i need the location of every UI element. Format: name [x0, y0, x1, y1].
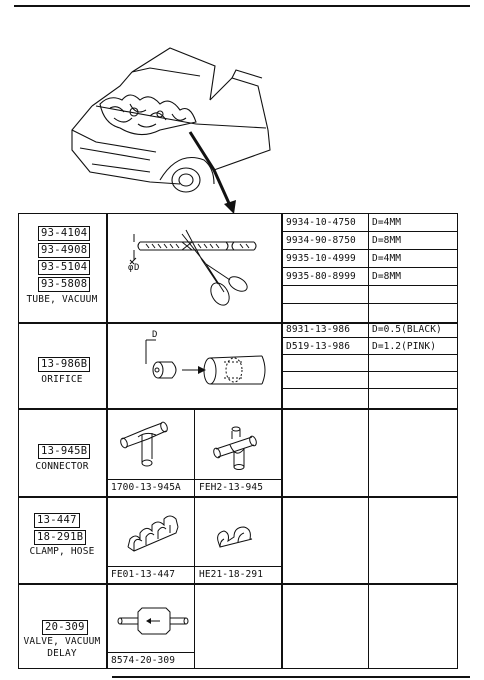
elbow-connector-figure	[194, 409, 281, 479]
part-number: 9934-90-8750	[286, 235, 356, 246]
part-code-box: 13-945B	[38, 444, 90, 459]
parts-row-line	[281, 388, 458, 389]
part-spec: D=4MM	[372, 253, 402, 264]
parts-row-line	[281, 371, 458, 372]
parts-row-line	[281, 231, 458, 232]
parts-row-line	[281, 303, 458, 304]
figure-label-line	[106, 479, 281, 480]
part-code-box: 93-4104	[38, 226, 90, 241]
car-engine-bay-illustration	[0, 0, 484, 230]
parts-row-line	[281, 337, 458, 338]
group-name: TUBE, VACUUM	[26, 294, 98, 305]
part-spec: D=8MM	[372, 235, 402, 246]
part-code-box: 20-309	[42, 620, 88, 635]
figure-part-number: HE21-18-291	[199, 569, 264, 580]
dimension-label: D	[152, 330, 158, 340]
svg-text:φ: φ	[128, 263, 134, 273]
part-spec: D=0.5(BLACK)	[372, 324, 442, 335]
figure-part-number: FE01-13-447	[111, 569, 176, 580]
group-name: ORIFICE	[41, 374, 83, 385]
vacuum-tube-scissors-figure	[106, 214, 281, 322]
part-number: 9935-10-4999	[286, 253, 356, 264]
part-code-box: 13-447	[34, 513, 80, 528]
parts-row-line	[281, 354, 458, 355]
part-code-box: 93-5808	[38, 277, 90, 292]
part-number: 9935-80-8999	[286, 271, 356, 282]
figure-part-number: 1700-13-945A	[111, 482, 181, 493]
parts-row-line	[281, 249, 458, 250]
part-code-box: 93-5104	[38, 260, 90, 275]
column-divider	[281, 213, 283, 669]
row-divider	[18, 583, 458, 585]
t-connector-figure	[106, 409, 194, 479]
vacuum-delay-valve-figure	[106, 584, 194, 652]
part-number: 9934-10-4750	[286, 217, 356, 228]
figure-part-number: FEH2-13-945	[199, 482, 264, 493]
figure-part-number: 8574-20-309	[111, 655, 176, 666]
dimension-label: D	[134, 263, 140, 273]
part-spec: D=1.2(PINK)	[372, 341, 437, 352]
parts-row-line	[281, 285, 458, 286]
part-number: 8931-13-986	[286, 324, 351, 335]
part-code-box: 93-4908	[38, 243, 90, 258]
group-name: VALVE, VACUUM DELAY	[23, 636, 101, 659]
multi-clamp-figure	[106, 497, 194, 567]
hose-clamp-figure	[194, 497, 281, 567]
group-name: CONNECTOR	[35, 461, 89, 472]
parts-row-line	[281, 267, 458, 268]
part-spec: D=8MM	[372, 271, 402, 282]
part-code-box: 13-986B	[38, 357, 90, 372]
column-divider	[368, 213, 369, 669]
orifice-figure	[106, 322, 281, 408]
part-spec: D=4MM	[372, 217, 402, 228]
figure-label-line	[106, 652, 194, 653]
part-code-box: 18-291B	[34, 530, 86, 545]
part-number: D519-13-986	[286, 341, 351, 352]
bottom-rule	[112, 676, 470, 678]
group-name: CLAMP, HOSE	[29, 546, 95, 557]
